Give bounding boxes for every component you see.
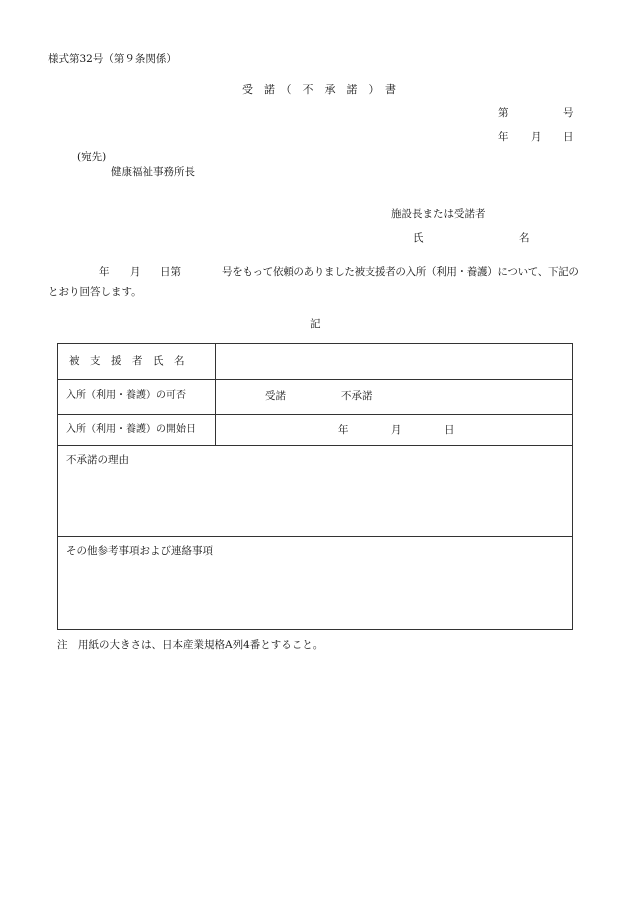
ki-heading: 記 [310,318,321,330]
sender-title: 施設長または受諾者 [391,208,486,220]
row-label-supported-person-name: 被 支 援 者 氏 名 [69,355,185,367]
sender-name-last: 名 [519,232,530,244]
start-date-day-label: 日 [444,424,455,436]
date-month-label: 月 [531,131,542,143]
row-label-other-notes: その他参考事項および連絡事項 [66,545,213,557]
row-label-admission-approval: 入所（利用・養護）の可否 [66,390,186,401]
form-table [57,343,573,630]
option-accept[interactable]: 受諾 [265,390,286,402]
doc-number-suffix: 号 [563,107,574,119]
row-label-rejection-reason: 不承諾の理由 [66,454,129,466]
addressee-label: (宛先) [77,151,107,163]
option-reject[interactable]: 不承諾 [341,390,373,402]
date-year-label: 年 [498,131,509,143]
body-month: 月 [130,266,141,278]
body-year: 年 [99,266,110,278]
row-divider [58,414,572,415]
start-date-month-label: 月 [391,424,402,436]
addressee-name: 健康福祉事務所長 [111,166,195,178]
row-divider [58,379,572,380]
rejection-reason-field[interactable] [58,446,572,536]
body-day-number: 日第 [160,266,181,278]
body-text-line1: 号をもって依頼のありました被支援者の入所（利用・養護）について、下記の [222,266,579,278]
start-date-year-label: 年 [338,424,349,436]
other-notes-field[interactable] [58,537,572,629]
row-label-admission-start-date: 入所（利用・養護）の開始日 [66,424,196,435]
body-text-line2: とおり回答します。 [48,286,142,298]
document-title: 受 諾 （ 不 承 諾 ） 書 [242,83,396,96]
form-number: 様式第32号（第９条関係） [48,53,177,65]
sender-name-first: 氏 [413,232,424,244]
doc-number-prefix: 第 [498,107,509,119]
date-day-label: 日 [563,131,574,143]
footnote: 注 用紙の大きさは、日本産業規格A列4番とすること。 [57,639,324,651]
supported-person-name-field[interactable] [216,344,572,379]
